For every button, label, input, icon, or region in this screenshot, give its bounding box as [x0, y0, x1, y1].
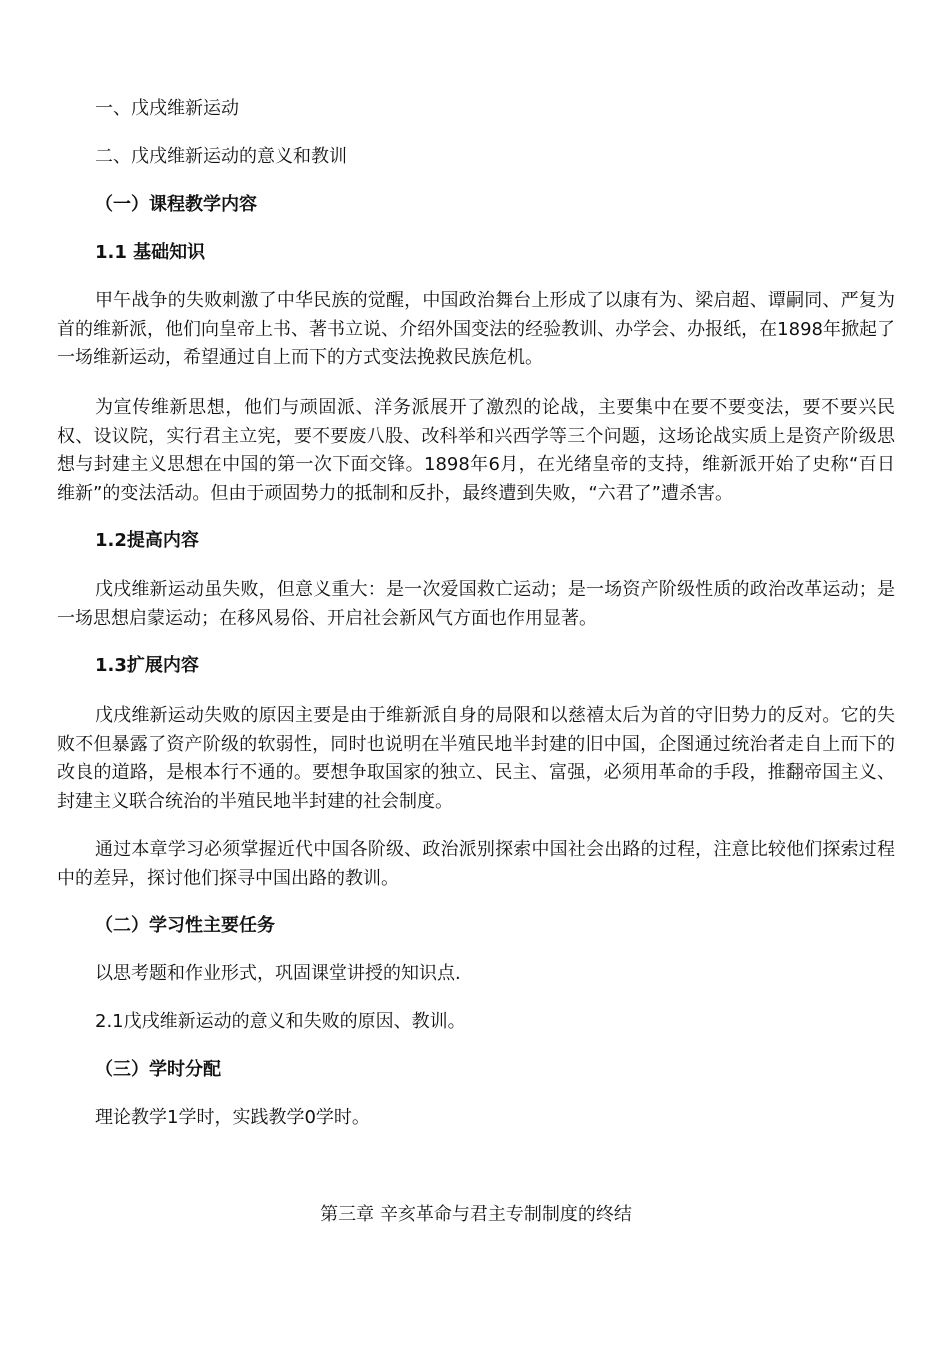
task-line-1: 以思考题和作业形式，巩固课堂讲授的知识点. [95, 963, 461, 984]
hours-line: 理论教学1学时，实践教学0学时。 [95, 1107, 370, 1128]
task-line-2: 2.1戊戌维新运动的意义和失败的原因、教训。 [95, 1011, 466, 1032]
paragraph-basic-2: 为宣传维新思想，他们与顽固派、洋务派展开了激烈的论战，主要集中在要不要变法，要不要兴民权、设议院，实行君主立宪，要不要废八股、改科举和兴西学等三个问题，这场论战实质上是资产阶级思想与封建主义思想在中国的第一次下面交锋。1898年6月，在光绪皇帝的支持，维新派开始了史称“百日维新”的变法活动。但由于顽固势力的抵制和反扑，最终遭到失败，“六君了”遭杀害。 [57, 397, 895, 504]
section-heading-main-tasks: （二）学习性主要任务 [95, 915, 275, 936]
outline-item-1: 一、戊戌维新运动 [95, 98, 239, 119]
paragraph-extended-2: 通过本章学习必须掌握近代中国各阶级、政治派别探索中国社会出路的过程，注意比较他们探索过程中的差异，探讨他们探寻中国出路的教训。 [57, 839, 895, 889]
section-heading-course-content: （一）课程教学内容 [95, 194, 257, 215]
subsection-heading-advanced-content: 1.2提高内容 [95, 530, 199, 551]
section-heading-hours: （三）学时分配 [95, 1059, 221, 1080]
subsection-heading-basic-knowledge: 1.1 基础知识 [95, 242, 206, 263]
chapter-title: 第三章 辛亥革命与君主专制制度的终结 [320, 1204, 632, 1225]
outline-item-2: 二、戊戌维新运动的意义和教训 [95, 146, 347, 167]
subsection-heading-extended-content: 1.3扩展内容 [95, 655, 199, 676]
paragraph-basic-1: 甲午战争的失败刺激了中华民族的觉醒，中国政治舞台上形成了以康有为、梁启超、谭嗣同、严复为首的维新派，他们向皇帝上书、著书立说、介绍外国变法的经验教训、办学会、办报纸，在1898年掀起了一场维新运动，希望通过自上而下的方式变法挽救民族危机。 [57, 290, 895, 368]
paragraph-advanced: 戊戌维新运动虽失败，但意义重大：是一次爱国救亡运动；是一场资产阶级性质的政治改革运动；是一场思想启蒙运动；在移风易俗、开启社会新风气方面也作用显著。 [57, 579, 895, 629]
paragraph-extended-1: 戊戌维新运动失败的原因主要是由于维新派自身的局限和以慈禧太后为首的守旧势力的反对。它的失败不但暴露了资产阶级的软弱性，同时也说明在半殖民地半封建的旧中国，企图通过统治者走自上而下的改良的道路，是根本行不通的。要想争取国家的独立、民主、富强，必须用革命的手段，推翻帝国主义、封建主义联合统治的半殖民地半封建的社会制度。 [57, 705, 895, 812]
